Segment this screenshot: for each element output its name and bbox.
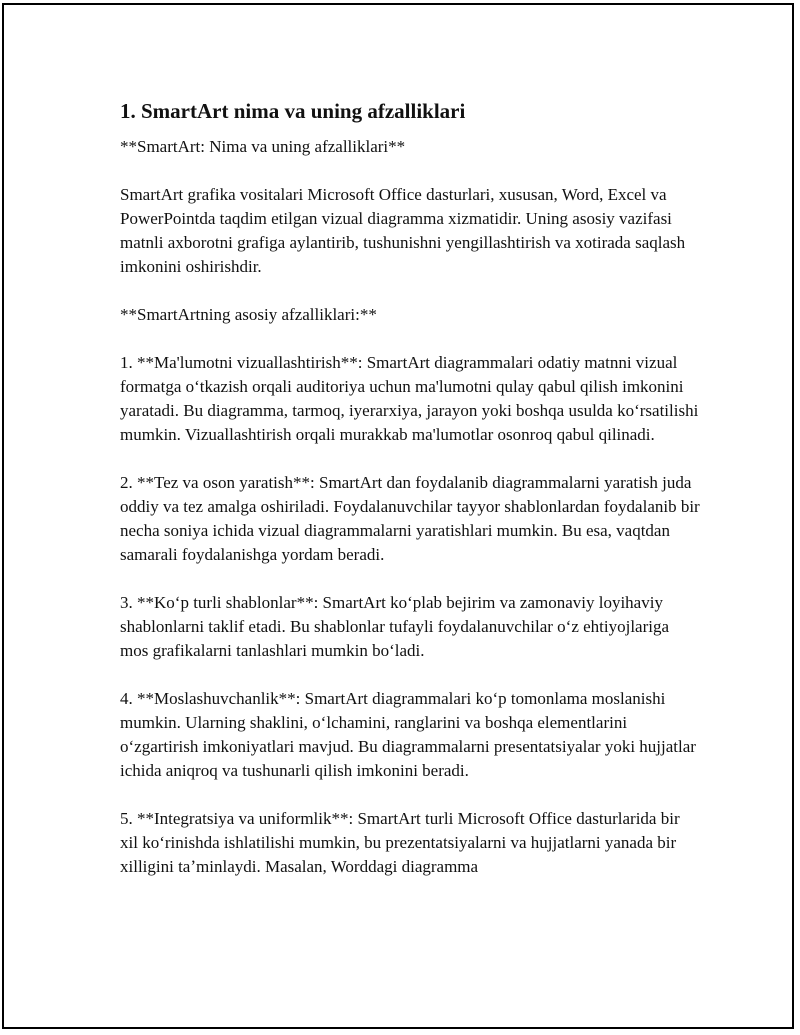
intro-paragraph: SmartArt grafika vositalari Microsoft Office dasturlari, xususan, Word, Excel va PowerPointda taqdim etilgan vizual diagramma xizmatidir. Uning asosiy vazifasi matnli axborotni grafiga aylantirib, tushunishni yengillashtirish va xotirada saqlash imkonini oshirishdir. — [120, 185, 686, 276]
advantage-1-paragraph: 1. **Ma'lumotni vizuallashtirish**: SmartArt diagrammalari odatiy matnni vizual formatga oʻtkazish orqali auditoriya uchun ma'lumotni qulay qabul qilish imkonini yaratadi. Bu diagramma, tarmoq, iyerarxiya, jarayon yoki boshqa usulda koʻrsatilishi mumkin. Vizuallashtirish orqali murakkab ma'lumotlar osonroq qabul qilinadi. — [120, 353, 699, 444]
document-body — [120, 97, 700, 903]
subtitle-paragraph: **SmartArt: Nima va uning afzalliklari** — [120, 137, 406, 156]
document-title: 1. SmartArt nima va uning afzalliklari — [120, 99, 466, 123]
advantage-2-paragraph: 2. **Tez va oson yaratish**: SmartArt dan foydalanib diagrammalarni yaratish juda oddiy va tez amalga oshiriladi. Foydalanuvchilar tayyor shablonlardan foydalanib bir necha soniya ichida vizual diagrammalarni yaratishlari mumkin. Bu esa, vaqtdan samarali foydalanishga yordam beradi. — [120, 473, 700, 564]
advantage-4-paragraph: 4. **Moslashuvchanlik**: SmartArt diagrammalari koʻp tomonlama moslanishi mumkin. Ularning shaklini, oʻlchamini, ranglarini va boshqa elementlarini oʻzgartirish imkoniyatlari mavjud. Bu diagrammalarni presentatsiyalar yoki hujjatlar ichida aniqroq va tushunarli qilish imkonini beradi. — [120, 689, 696, 780]
advantage-5-paragraph: 5. **Integratsiya va uniformlik**: SmartArt turli Microsoft Office dasturlarida bir xil koʻrinishda ishlatilishi mumkin, bu prezentatsiyalarni va hujjatlarni yanada bir xilligini taʼminlaydi. Masalan, Worddagi diagramma — [120, 809, 680, 876]
advantages-heading-paragraph: **SmartArtning asosiy afzalliklari:** — [120, 305, 377, 324]
advantage-3-paragraph: 3. **Koʻp turli shablonlar**: SmartArt koʻplab bejirim va zamonaviy loyihaviy shablonlarni taklif etadi. Bu shablonlar tufayli foydalanuvchilar oʻz ehtiyojlariga mos grafikalarni tanlashlari mumkin boʻladi. — [120, 593, 670, 660]
document-page — [2, 3, 794, 1029]
